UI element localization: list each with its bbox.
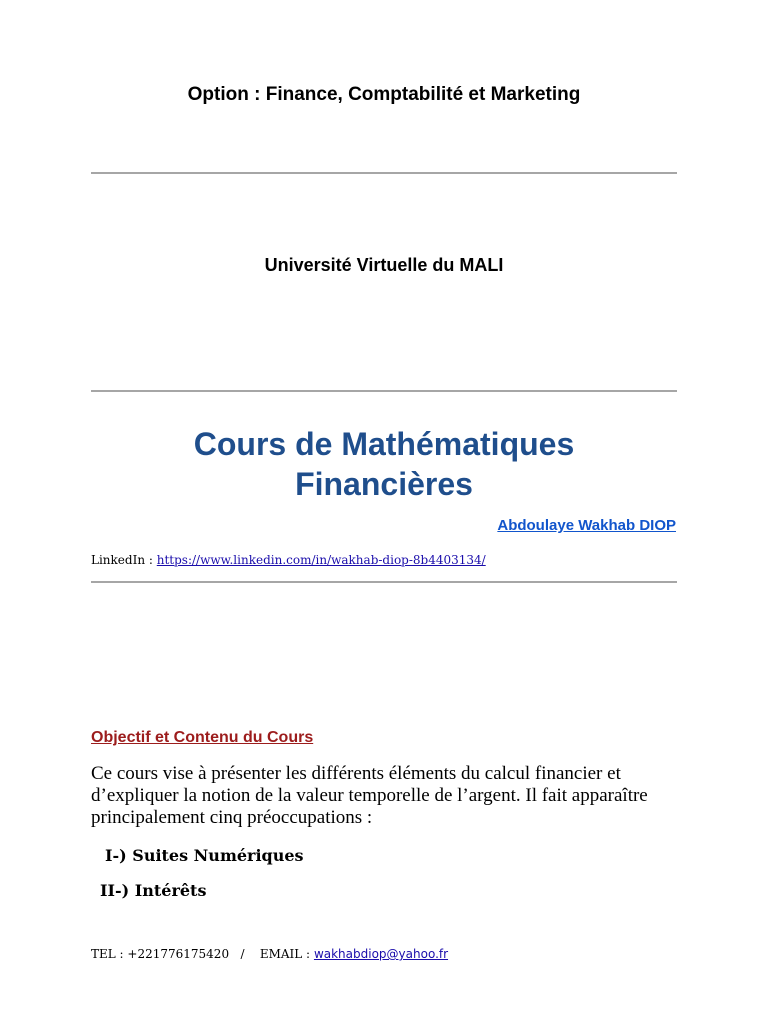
list-item: II-) Intérêts <box>100 881 207 900</box>
email-link[interactable]: wakhabdiop@yahoo.fr <box>313 947 449 961</box>
intro-paragraph: Ce cours vise à présenter les différents éléments du calcul financier et d’expliquer la notion de la valeur temporelle de l’argent. Il fait apparaître principalement cinq préoccupations : <box>91 763 648 828</box>
course-title <box>0 424 768 504</box>
university-name: Université Virtuelle du MALI <box>264 255 504 275</box>
course-title-line-1: Cours de Mathématiques <box>193 426 575 462</box>
footer-tel-label: TEL : +221776175420 / EMAIL : <box>91 947 311 961</box>
linkedin-row <box>91 553 486 567</box>
divider-rule <box>91 172 677 174</box>
section-heading: Objectif et Contenu du Cours <box>91 729 314 746</box>
author-link[interactable]: Abdoulaye Wakhab DIOP <box>497 517 676 534</box>
option-heading: Option : Finance, Comptabilité et Marketing <box>187 84 581 105</box>
divider-rule <box>91 581 677 583</box>
linkedin-url-link[interactable]: https://www.linkedin.com/in/wakhab-diop-8b4403134/ <box>156 553 486 567</box>
list-item: I-) Suites Numériques <box>105 846 304 865</box>
linkedin-label: LinkedIn : <box>91 553 153 567</box>
divider-rule <box>91 390 677 392</box>
course-title-line-2: Financières <box>295 466 473 502</box>
footer-contact <box>91 947 448 961</box>
